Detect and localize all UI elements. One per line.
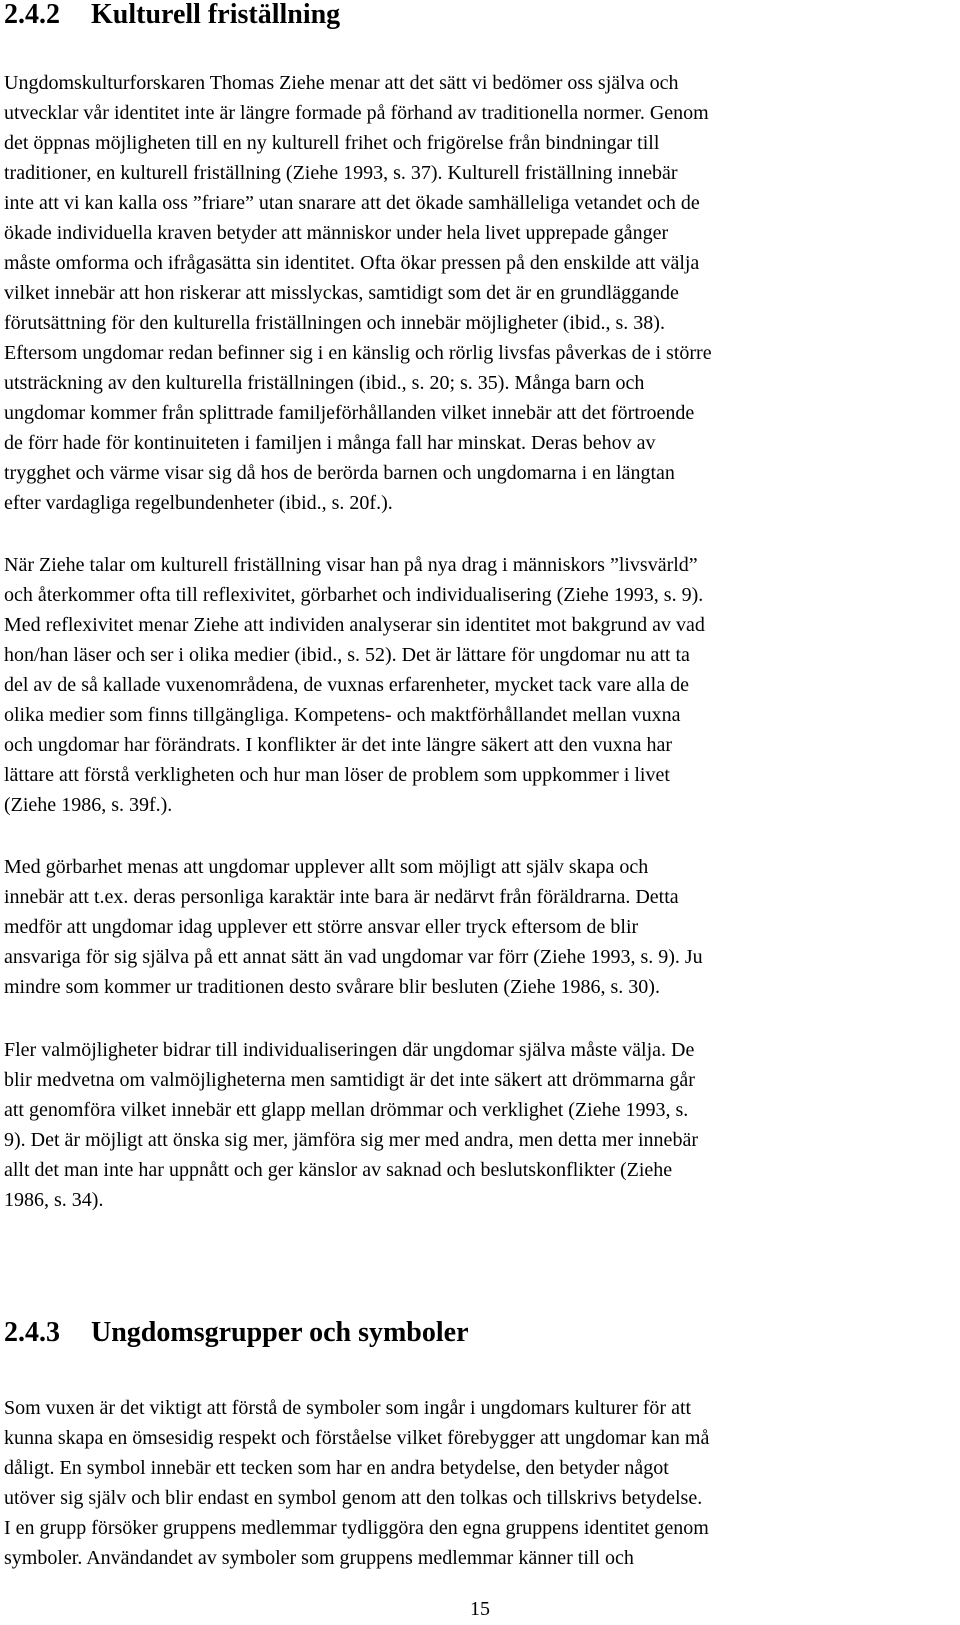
- text-line: utsträckning av den kulturella friställningen (ibid., s. 20; s. 35). Många barn och: [4, 372, 645, 394]
- text-line: (Ziehe 1986, s. 39f.).: [4, 794, 173, 816]
- text-line: det öppnas möjligheten till en ny kulturell frihet och frigörelse från bindningar till: [4, 132, 660, 154]
- text-line: olika medier som finns tillgängliga. Kompetens- och maktförhållandet mellan vuxna: [4, 704, 681, 726]
- text-line: Som vuxen är det viktigt att förstå de symboler som ingår i ungdomars kulturer för att: [4, 1397, 692, 1419]
- text-line: utvecklar vår identitet inte är längre formade på förhand av traditionella normer. Genom: [4, 102, 709, 124]
- text-line: I en grupp försöker gruppens medlemmar tydliggöra den egna gruppens identitet genom: [4, 1517, 709, 1539]
- text-line: vilket innebär att hon riskerar att misslyckas, samtidigt som det är en grundläggande: [4, 282, 679, 304]
- text-line: ökade individuella kraven betyder att människor under hela livet upprepade gånger: [4, 222, 669, 244]
- text-line: När Ziehe talar om kulturell friställning visar han på nya drag i människors ”livsvärld”: [4, 554, 698, 576]
- text-line: ansvariga för sig själva på ett annat sätt än vad ungdomar var förr (Ziehe 1993, s. 9). Ju: [4, 946, 703, 968]
- text-line: ungdomar kommer från splittrade familjeförhållanden vilket innebär att det förtroende: [4, 402, 695, 424]
- section-heading-2-4-3: [4, 1318, 469, 1348]
- text-line: kunna skapa en ömsesidig respekt och förståelse vilket förebygger att ungdomar kan må: [4, 1427, 710, 1449]
- page-number: 15: [470, 1598, 490, 1620]
- text-line: trygghet och värme visar sig då hos de berörda barnen och ungdomarna i en längtan: [4, 462, 675, 484]
- text-line: efter vardagliga regelbundenheter (ibid., s. 20f.).: [4, 492, 393, 514]
- text-line: 9). Det är möjligt att önska sig mer, jämföra sig mer med andra, men detta mer innebär: [4, 1129, 698, 1151]
- section-heading-2-4-2: [4, 0, 340, 30]
- text-line: utöver sig själv och blir endast en symbol genom att den tolkas och tillskrivs betydelse.: [4, 1487, 703, 1509]
- paragraph-kulturell-friställning: [4, 68, 944, 518]
- text-line: allt det man inte har uppnått och ger känslor av saknad och beslutskonflikter (Ziehe: [4, 1159, 673, 1181]
- text-line: och ungdomar har förändrats. I konflikter är det inte längre säkert att den vuxna har: [4, 734, 673, 756]
- text-line: 1986, s. 34).: [4, 1189, 104, 1211]
- paragraph-reflexivitet: [4, 550, 944, 820]
- text-line: dåligt. En symbol innebär ett tecken som har en andra betydelse, den betyder något: [4, 1457, 669, 1479]
- text-line: blir medvetna om valmöjligheterna men samtidigt är det inte säkert att drömmarna går: [4, 1069, 695, 1091]
- text-line: hon/han läser och ser i olika medier (ibid., s. 52). Det är lättare för ungdomar nu att ta: [4, 644, 690, 666]
- text-line: förutsättning för den kulturella friställningen och innebär möjligheter (ibid., s. 38).: [4, 312, 665, 334]
- text-line: innebär att t.ex. deras personliga karaktär inte bara är nedärvt från föräldrarna. Detta: [4, 886, 679, 908]
- text-line: och återkommer ofta till reflexivitet, görbarhet och individualisering (Ziehe 1993, s. 9).: [4, 584, 704, 606]
- section-title: Kulturell friställning: [91, 0, 341, 30]
- section-title: Ungdomsgrupper och symboler: [91, 1317, 469, 1348]
- text-line: Med reflexivitet menar Ziehe att individen analyserar sin identitet mot bakgrund av vad: [4, 614, 705, 636]
- paragraph-individualisering: [4, 1035, 944, 1215]
- text-line: måste omforma och ifrågasätta sin identitet. Ofta ökar pressen på den enskilde att välja: [4, 252, 700, 274]
- text-line: de förr hade för kontinuiteten i familjen i många fall har minskat. Deras behov av: [4, 432, 656, 454]
- text-line: symboler. Användandet av symboler som gruppens medlemmar känner till och: [4, 1547, 634, 1569]
- section-number: 2.4.2: [4, 0, 60, 30]
- text-line: medför att ungdomar idag upplever ett större ansvar eller tryck eftersom de blir: [4, 916, 639, 938]
- paragraph-görbarhet: [4, 852, 944, 1002]
- text-line: Med görbarhet menas att ungdomar upplever allt som möjligt att själv skapa och: [4, 856, 649, 878]
- text-line: att genomföra vilket innebär ett glapp mellan drömmar och verklighet (Ziehe 1993, s.: [4, 1099, 689, 1121]
- text-line: inte att vi kan kalla oss ”friare” utan snarare att det ökade samhälleliga vetandet och de: [4, 192, 700, 214]
- text-line: lättare att förstå verkligheten och hur man löser de problem som uppkommer i livet: [4, 764, 670, 786]
- text-line: mindre som kommer ur traditionen desto svårare blir besluten (Ziehe 1986, s. 30).: [4, 976, 660, 998]
- text-line: Ungdomskulturforskaren Thomas Ziehe menar att det sätt vi bedömer oss själva och: [4, 72, 679, 94]
- text-line: Fler valmöjligheter bidrar till individualiseringen där ungdomar själva måste välja. De: [4, 1039, 695, 1061]
- text-line: Eftersom ungdomar redan befinner sig i en känslig och rörlig livsfas påverkas de i större: [4, 342, 712, 364]
- paragraph-symboler: [4, 1393, 944, 1573]
- text-line: traditioner, en kulturell friställning (Ziehe 1993, s. 37). Kulturell friställning innebär: [4, 162, 678, 184]
- text-line: del av de så kallade vuxenområdena, de vuxnas erfarenheter, mycket tack vare alla de: [4, 674, 689, 696]
- section-number: 2.4.3: [4, 1317, 60, 1348]
